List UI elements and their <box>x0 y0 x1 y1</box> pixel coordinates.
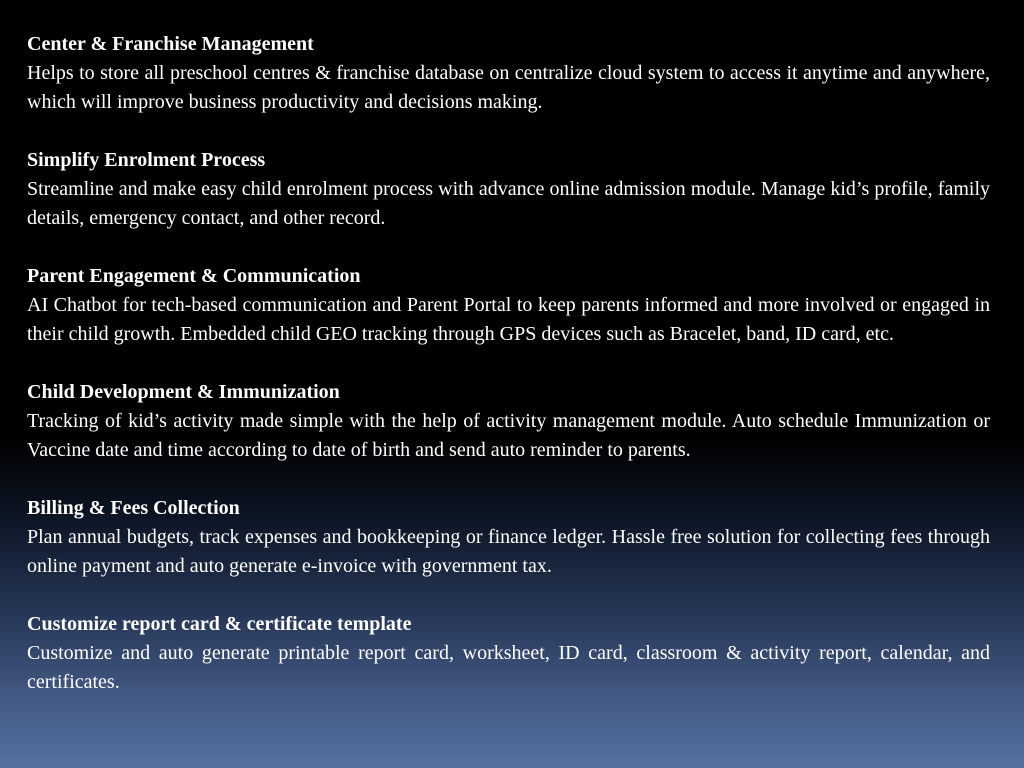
section-body: Streamline and make easy child enrolment process with advance online admission module. Manage kid’s profile, family details, emergency contact, and other record. <box>27 178 990 229</box>
section-center-franchise <box>27 30 990 117</box>
section-body: Plan annual budgets, track expenses and bookkeeping or finance ledger. Hassle free solution for collecting fees through online payment and auto generate e-invoice with government tax. <box>27 526 990 577</box>
section-heading: Center & Franchise Management <box>27 33 314 55</box>
section-heading: Child Development & Immunization <box>27 381 340 403</box>
section-heading: Parent Engagement & Communication <box>27 265 361 287</box>
section-heading: Simplify Enrolment Process <box>27 149 266 171</box>
section-child-development <box>27 378 990 465</box>
slide-content <box>27 30 990 697</box>
section-parent-engagement <box>27 262 990 349</box>
section-body: Customize and auto generate printable report card, worksheet, ID card, classroom & activity report, calendar, and certificates. <box>27 642 990 693</box>
section-heading: Customize report card & certificate template <box>27 613 412 635</box>
section-body: Helps to store all preschool centres & franchise database on centralize cloud system to access it anytime and anywhere, which will improve business productivity and decisions making. <box>27 62 990 113</box>
section-body: Tracking of kid’s activity made simple with the help of activity management module. Auto schedule Immunization or Vaccine date and time according to date of birth and send auto reminder to parents. <box>27 410 990 461</box>
section-heading: Billing & Fees Collection <box>27 497 240 519</box>
section-enrolment <box>27 146 990 233</box>
section-billing <box>27 494 990 581</box>
section-report-card <box>27 610 990 697</box>
section-body: AI Chatbot for tech-based communication and Parent Portal to keep parents informed and more involved or engaged in their child growth. Embedded child GEO tracking through GPS devices such as Bracelet, band, ID card, etc. <box>27 294 990 345</box>
